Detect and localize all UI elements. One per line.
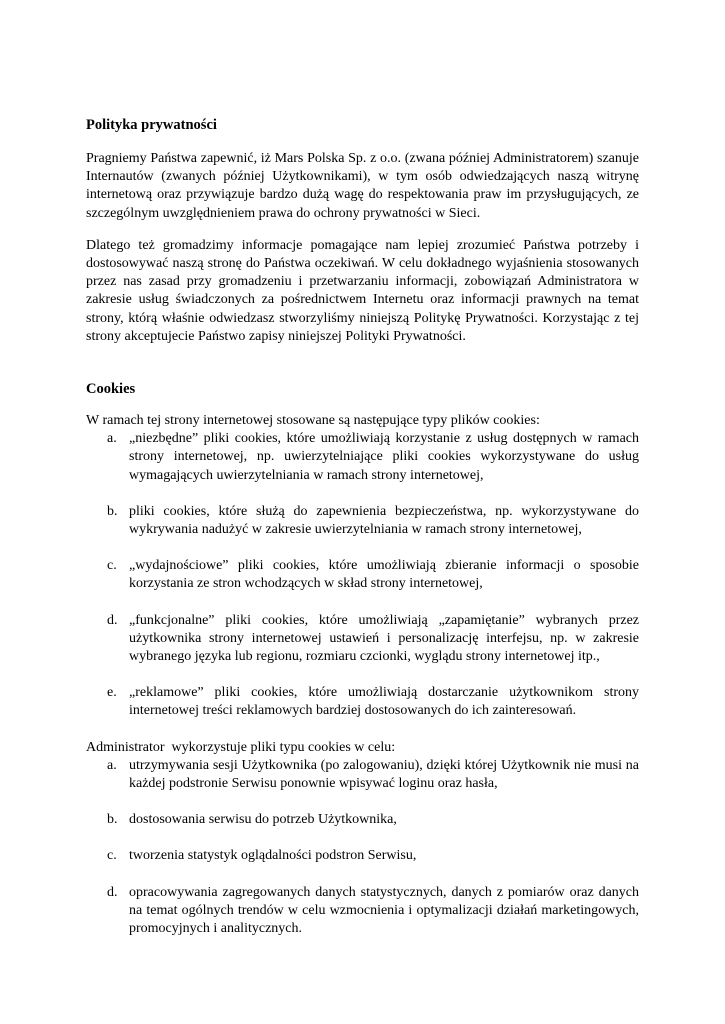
list-item	[86, 847, 639, 865]
cookie-types-list	[86, 430, 639, 720]
list-item	[86, 684, 639, 720]
section-spacer	[86, 360, 639, 380]
list-item	[86, 612, 639, 667]
list-marker: a.	[107, 431, 117, 447]
list-marker: a.	[107, 757, 117, 773]
list-item	[86, 503, 639, 539]
cookies-types-intro: W ramach tej strony internetowej stosowane są następujące typy plików cookies:	[86, 413, 540, 429]
list-item-text: pliki cookies, które służą do zapewnienia bezpieczeństwa, np. wykorzystywane do wykrywania nadużyć w zakresie uwierzytelniania w ramach strony internetowej,	[129, 503, 639, 538]
list-marker: e.	[107, 685, 117, 701]
list-marker: b.	[107, 812, 118, 828]
list-marker: c.	[107, 848, 117, 864]
privacy-paragraph-1: Pragniemy Państwa zapewnić, iż Mars Polska Sp. z o.o. (zwana później Administratorem) szanuje Internautów (zwanych później Użytkownikami), w tym osób odwiedzających naszą witrynę internetową oraz przywiązuje bardzo dużą wagę do respektowania praw im przysługujących, ze szczególnym uwzględnieniem prawa do ochrony prywatności w Sieci.	[86, 151, 639, 221]
list-item-text: tworzenia statystyk oglądalności podstron Serwisu,	[129, 848, 417, 864]
document-content	[86, 116, 639, 956]
list-item-text: „funkcjonalne” pliki cookies, które umożliwiają „zapamiętanie” wybranych przez użytkownika strony internetowej ustawień i personalizację interfejsu, np. w zakresie wybranego języka lub regionu, rozmiaru czcionki, wyglądu strony internetowej itp.,	[129, 612, 639, 665]
list-item-text: dostosowania serwisu do potrzeb Użytkownika,	[129, 812, 397, 828]
list-item	[86, 811, 639, 829]
list-item-text: utrzymywania sesji Użytkownika (po zalogowaniu), dzięki której Użytkownik nie musi na każdej podstronie Serwisu ponownie wpisywać loginu oraz hasła,	[129, 757, 639, 792]
list-marker: d.	[107, 612, 118, 628]
list-item-text: „reklamowe” pliki cookies, które umożliwiają dostarczanie użytkownikom strony internetowej treści reklamowych bardziej dostosowanych do ich zainteresowań.	[129, 685, 639, 719]
list-item-text: „wydajnościowe” pliki cookies, które umożliwiają zbieranie informacji o sposobie korzystania ze stron wchodzących w skład strony internetowej,	[129, 558, 639, 592]
list-item	[86, 557, 639, 593]
privacy-policy-heading: Polityka prywatności	[86, 117, 217, 133]
list-item	[86, 757, 639, 793]
cookie-purposes-list	[86, 757, 639, 938]
list-marker: c.	[107, 558, 117, 574]
privacy-paragraph-2: Dlatego też gromadzimy informacje pomagające nam lepiej zrozumieć Państwa potrzeby i dostosowywać naszą stronę do Państwa oczekiwań. W celu dokładnego wyjaśnienia stosowanych przez nas zasad przy gromadzeniu i przetwarzaniu informacji, zobowiązań Administratora w zakresie usług świadczonych za pośrednictwem Internetu oraz informacji prawnych na temat strony, którą właśnie odwiedzasz stworzyliśmy niniejszą Politykę Prywatności. Korzystając z tej strony akceptujecie Państwo zapisy niniejszej Polityki Prywatności.	[86, 237, 639, 344]
list-marker: b.	[107, 503, 118, 519]
list-item-text: „niezbędne” pliki cookies, które umożliwiają korzystanie z usług dostępnych w ramach strony internetowej, np. uwierzytelniające pliki cookies wykorzystywane do usług wymagających uwierzytelniania w ramach strony internetowej,	[129, 431, 639, 483]
cookies-heading: Cookies	[86, 381, 136, 398]
list-item-text: opracowywania zagregowanych danych statystycznych, danych z pomiarów oraz danych na temat ogólnych trendów w celu wzmocnienia i optymalizacji działań marketingowych, promocyjnych i analitycznych.	[129, 884, 639, 937]
list-item	[86, 884, 639, 939]
list-marker: d.	[107, 884, 118, 900]
cookies-purpose-intro: Administrator wykorzystuje pliki typu cookies w celu:	[86, 739, 396, 755]
list-item	[86, 430, 639, 485]
